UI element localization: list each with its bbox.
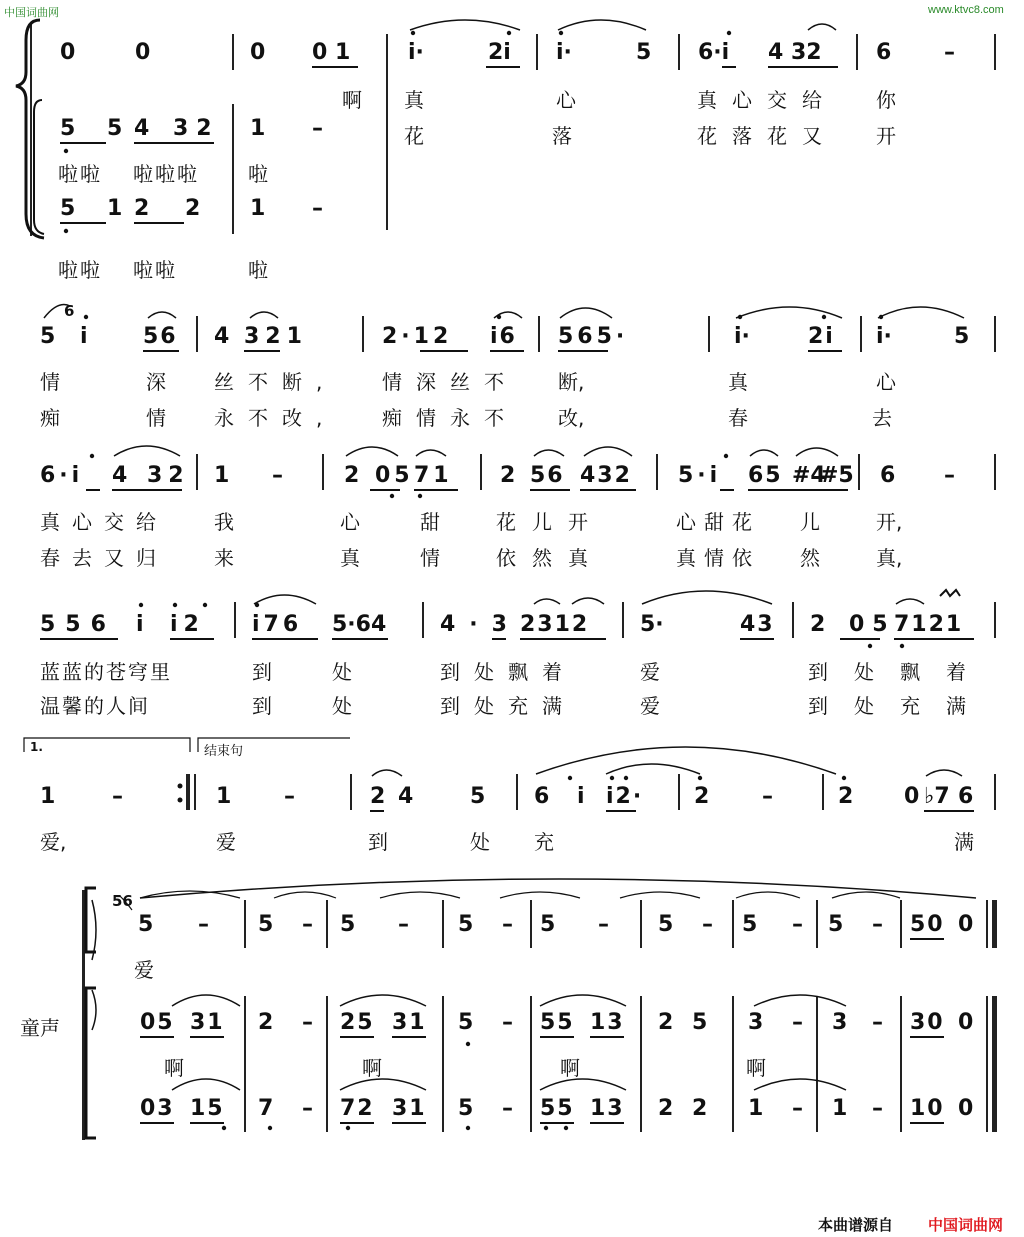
volta-bracket — [24, 738, 190, 752]
note: 4·3 — [440, 612, 521, 637]
note: 5 — [954, 324, 970, 349]
lyric: 真 — [728, 370, 748, 394]
slur — [540, 995, 626, 1006]
slur — [754, 1079, 846, 1090]
note: 5·64 — [332, 612, 387, 637]
note: 50 — [910, 912, 945, 937]
lyric: 丝不断, — [214, 370, 337, 394]
note: – — [312, 116, 323, 141]
lyric: 春 — [728, 406, 748, 430]
note: 2 — [692, 1096, 708, 1121]
note: 2 — [258, 1010, 274, 1035]
note: 13 — [590, 1096, 625, 1121]
lyric: 到处充满 — [440, 694, 576, 718]
slur — [878, 307, 964, 318]
octave-dot — [497, 315, 501, 319]
note: 65 — [748, 463, 783, 488]
note: 71 — [414, 463, 453, 488]
lyric: 开, — [876, 510, 903, 534]
note: 5 5 — [60, 116, 135, 141]
octave-dot — [842, 776, 846, 780]
lyric: 情 — [146, 406, 166, 430]
note: – — [502, 1096, 513, 1121]
note: 5 — [540, 912, 556, 937]
slur — [120, 896, 132, 910]
note: – — [312, 196, 323, 221]
lyric: 啊 — [164, 1056, 184, 1080]
note: #5 — [820, 463, 854, 488]
lyric: 真 — [340, 546, 360, 570]
tie — [500, 892, 580, 898]
lyric: 啦啦 — [133, 258, 177, 282]
note: 56 — [530, 463, 565, 488]
lyric: 到 — [252, 694, 272, 718]
note: 6 i — [534, 784, 595, 809]
note: – — [944, 40, 955, 65]
note: 5 — [138, 912, 154, 937]
note: – — [302, 912, 313, 937]
lyric: 啊 — [362, 1056, 382, 1080]
note: – — [302, 1010, 313, 1035]
octave-dot — [173, 603, 177, 607]
lyric: 落 — [552, 124, 572, 148]
lyric: 痴 — [40, 406, 60, 430]
slur — [410, 20, 520, 30]
note: i — [136, 612, 144, 637]
lyric: 断, — [558, 370, 585, 394]
lyric: 真 — [697, 88, 717, 112]
note: 5 1 — [60, 196, 135, 221]
lyric: 花 — [404, 124, 424, 148]
octave-dot — [390, 494, 394, 498]
slur — [44, 305, 70, 319]
lyric: 处 — [470, 830, 490, 854]
note: 2 — [500, 463, 516, 488]
lyric: 花儿开 — [496, 510, 604, 534]
note: – — [792, 1010, 803, 1035]
note: 13 — [590, 1010, 625, 1035]
note: i· — [876, 324, 892, 349]
note: – — [872, 1010, 883, 1035]
note: 10 — [910, 1096, 945, 1121]
octave-dot — [222, 1126, 226, 1130]
slur — [754, 995, 846, 1006]
slur — [534, 450, 564, 456]
note: 5 — [692, 1010, 708, 1035]
octave-dot — [568, 776, 572, 780]
slur — [254, 595, 316, 604]
lyric: 到处飘着 — [440, 660, 576, 684]
tie — [380, 892, 460, 898]
octave-dot — [624, 776, 628, 780]
lyric: 到处充满 — [808, 694, 992, 718]
grace-note: 6 — [64, 302, 75, 320]
lyric: 啊 — [560, 1056, 580, 1080]
slur — [642, 591, 772, 604]
note: 565· — [558, 324, 629, 349]
note: 0 — [958, 912, 974, 937]
note: – — [872, 1096, 883, 1121]
lyric: 花 — [697, 124, 717, 148]
note: – — [112, 784, 123, 809]
note: 2i — [808, 324, 835, 349]
lyric: 心 — [340, 510, 360, 534]
note: – — [272, 463, 283, 488]
watermark-right: www.ktvc8.com — [928, 4, 1004, 16]
lyric: 温馨的人间 — [40, 694, 150, 718]
note: 6 — [880, 463, 896, 488]
note: 3 — [748, 1010, 764, 1035]
slur — [148, 312, 176, 318]
note: – — [944, 463, 955, 488]
lyric: 你 — [876, 88, 896, 112]
lyric: 心 — [556, 88, 576, 112]
lyric: 真, — [876, 546, 903, 570]
note: 7121 — [894, 612, 964, 637]
octave-dot — [466, 1042, 470, 1046]
lyric: 啊 — [746, 1056, 766, 1080]
note: 5 — [470, 784, 486, 809]
slur — [896, 599, 924, 604]
lyric: 爱 — [640, 694, 660, 718]
note: 2 2 — [134, 196, 215, 221]
note: 0 — [904, 784, 920, 809]
lyric: 到 — [368, 830, 388, 854]
note: – — [598, 912, 609, 937]
note: 03 — [140, 1096, 175, 1121]
lyric: 开 — [876, 124, 896, 148]
lyric: 充 — [534, 830, 554, 854]
note: 2 05 — [810, 612, 896, 637]
lyric: 甜 — [420, 510, 440, 534]
octave-dot — [879, 315, 883, 319]
note: 56 — [143, 324, 178, 349]
note: 31 — [392, 1096, 427, 1121]
slur — [346, 447, 398, 456]
note: 2312 — [520, 612, 590, 637]
note: – — [502, 1010, 513, 1035]
slur — [416, 450, 446, 456]
repeat-dot — [178, 784, 183, 789]
octave-dot — [90, 454, 94, 458]
note: 1 — [250, 196, 266, 221]
footer-source-label: 本曲谱源自 — [818, 1216, 894, 1234]
octave-dot — [203, 603, 207, 607]
system-brace — [86, 888, 96, 952]
note: – — [398, 912, 409, 937]
note: 4 — [214, 324, 230, 349]
lyric: 啦 — [248, 258, 268, 282]
slur — [606, 764, 700, 774]
note: 4 — [398, 784, 414, 809]
tie — [736, 892, 800, 898]
lyric: 满 — [954, 830, 974, 854]
lyric: 依然真 — [496, 546, 604, 570]
lyric: 落花又 — [732, 124, 837, 148]
note: 5 — [40, 324, 56, 349]
note: i2 — [170, 612, 205, 637]
note: 31 — [190, 1010, 225, 1035]
footer-site-name[interactable]: 中国词曲网 — [928, 1216, 1004, 1234]
octave-dot — [544, 1126, 548, 1130]
slur — [534, 599, 560, 604]
slur — [750, 450, 778, 456]
repeat-dot — [178, 798, 183, 803]
octave-dot — [466, 1126, 470, 1130]
lyric: 爱 — [216, 830, 236, 854]
note: 5 — [458, 1096, 474, 1121]
note: 5 — [458, 1010, 474, 1035]
octave-dot — [564, 1126, 568, 1130]
lyric: 心交给 — [732, 88, 837, 112]
octave-dot — [559, 31, 563, 35]
lyric: 去 — [872, 406, 892, 430]
note: 5 — [658, 912, 674, 937]
note: 15 — [190, 1096, 225, 1121]
volta-bracket — [198, 738, 350, 752]
slur — [250, 312, 278, 318]
note: i6 — [490, 324, 517, 349]
note: ♭7 — [924, 784, 950, 809]
note: 31 — [392, 1010, 427, 1035]
note: i2· — [606, 784, 644, 809]
note: i· — [408, 40, 424, 65]
lyric: 永不改, — [214, 406, 337, 430]
note: 6 — [876, 40, 892, 65]
system-brace — [34, 100, 44, 234]
lyric: 深 — [146, 370, 166, 394]
note: – — [702, 912, 713, 937]
note: i76 — [252, 612, 303, 637]
grace-note: 56 — [112, 892, 133, 910]
octave-dot — [724, 454, 728, 458]
octave-dot — [418, 494, 422, 498]
system-brace — [92, 990, 96, 1030]
note: 0 — [958, 1010, 974, 1035]
slur — [558, 20, 646, 30]
slur — [536, 747, 836, 774]
lyric: 情 — [40, 370, 60, 394]
note: – — [762, 784, 773, 809]
watermark-left: 中国词曲网 — [4, 7, 59, 19]
lyric: 爱 — [640, 660, 660, 684]
note: – — [872, 912, 883, 937]
note: 43 — [740, 612, 775, 637]
note: 6 — [958, 784, 974, 809]
slur — [584, 447, 632, 456]
note: – — [302, 1096, 313, 1121]
tie — [274, 892, 336, 898]
lyric: 啦啦 — [58, 258, 102, 282]
lyric: 心甜花 — [676, 510, 760, 534]
octave-dot — [698, 776, 702, 780]
lyric: 改, — [558, 406, 585, 430]
note: 5 — [828, 912, 844, 937]
note: 55 — [540, 1096, 575, 1121]
note: 6·i — [698, 40, 730, 65]
note: 5 — [258, 912, 274, 937]
note: #4 — [792, 463, 826, 488]
lyric: 我 — [214, 510, 234, 534]
note: 1 — [832, 1096, 848, 1121]
system-brace — [16, 20, 44, 238]
octave-dot — [268, 1126, 272, 1130]
note: 2·12 — [382, 324, 453, 349]
note: 2 — [838, 784, 854, 809]
lyric: 啦啦啦 — [133, 162, 199, 186]
note: 432 — [580, 463, 632, 488]
lyric: 处 — [332, 694, 352, 718]
note: 2i — [488, 40, 511, 65]
note: 6·i — [40, 463, 84, 488]
system-brace — [86, 988, 96, 1138]
note: 1 — [250, 116, 266, 141]
lyric: 蓝蓝的苍穹里 — [40, 660, 172, 684]
note: 0 — [60, 40, 76, 65]
slur — [540, 1079, 626, 1090]
lyric: 真 — [404, 88, 424, 112]
slur — [572, 598, 604, 604]
octave-dot — [507, 31, 511, 35]
note: – — [284, 784, 295, 809]
slur — [340, 1079, 426, 1090]
lyric: 啊 — [342, 88, 362, 112]
part-label: 童声 — [20, 1016, 60, 1040]
note: 4 32 — [768, 40, 822, 65]
note: 321 — [244, 324, 308, 349]
octave-dot — [64, 229, 68, 233]
volta-label: 1. — [30, 740, 43, 754]
note: i· — [556, 40, 572, 65]
note: 1 — [40, 784, 56, 809]
note: 0 — [250, 40, 266, 65]
lyric: 真情依 — [676, 546, 760, 570]
note: 2 — [694, 784, 710, 809]
ending-label: 结束句 — [204, 744, 244, 759]
note: 5 — [742, 912, 758, 937]
octave-dot — [255, 603, 259, 607]
lyric: 情深丝不 — [382, 370, 518, 394]
lyric: 心 — [876, 370, 896, 394]
note: 2 — [658, 1010, 674, 1035]
note: 5·i — [678, 463, 722, 488]
note: i· — [734, 324, 750, 349]
lyric: 爱 — [134, 958, 154, 982]
note: 7 — [258, 1096, 274, 1121]
slur — [796, 448, 838, 456]
note: 05 — [140, 1010, 175, 1035]
lyric: 然 — [800, 546, 820, 570]
lyric: 啦啦 — [58, 162, 102, 186]
octave-dot — [346, 1126, 350, 1130]
lyric: 到处飘着 — [808, 660, 992, 684]
octave-dot — [411, 31, 415, 35]
note: 0 — [135, 40, 151, 65]
lyric: 爱, — [40, 830, 67, 854]
note: 30 — [910, 1010, 945, 1035]
lyric: 啦 — [248, 162, 268, 186]
note: 25 — [340, 1010, 375, 1035]
note: 2 05 — [344, 463, 414, 488]
note: 1 — [216, 784, 232, 809]
note: – — [792, 1096, 803, 1121]
lyric: 到 — [252, 660, 272, 684]
note: – — [502, 912, 513, 937]
note: 0 — [958, 1096, 974, 1121]
note: 5 — [340, 912, 356, 937]
note: 5 — [458, 912, 474, 937]
note: 3 — [832, 1010, 848, 1035]
note: – — [198, 912, 209, 937]
note: 5 — [636, 40, 652, 65]
lyric: 儿 — [800, 510, 820, 534]
note: 5· — [640, 612, 664, 637]
note: 0 1 — [312, 40, 351, 65]
note: 4 32 — [112, 463, 190, 488]
octave-dot — [84, 315, 88, 319]
octave-dot — [822, 315, 826, 319]
slur — [560, 308, 612, 318]
note: 55 — [540, 1010, 575, 1035]
note: 2 — [658, 1096, 674, 1121]
octave-dot — [900, 644, 904, 648]
lyric: 痴情永不 — [382, 406, 518, 430]
slur — [340, 995, 426, 1006]
slur — [372, 770, 402, 776]
octave-dot — [738, 315, 742, 319]
slur — [172, 1079, 240, 1090]
tie — [832, 892, 900, 898]
tie — [140, 879, 976, 898]
octave-dot — [139, 603, 143, 607]
octave-dot — [610, 776, 614, 780]
lyric: 春去又归 — [40, 546, 168, 570]
slur — [926, 770, 962, 776]
octave-dot — [64, 149, 68, 153]
note: 72 — [340, 1096, 375, 1121]
lyric: 来 — [214, 546, 234, 570]
slur — [808, 24, 836, 30]
note: 2 — [370, 784, 386, 809]
note: i — [80, 324, 88, 349]
note: – — [792, 912, 803, 937]
lyric: 处 — [332, 660, 352, 684]
note: 556 — [40, 612, 116, 637]
octave-dot — [727, 31, 731, 35]
octave-dot — [868, 644, 872, 648]
note: 1 — [748, 1096, 764, 1121]
tie — [620, 892, 700, 898]
lyric: 情 — [420, 546, 440, 570]
lyric: 真心交给 — [40, 510, 168, 534]
slur — [114, 446, 180, 456]
note: 1 — [214, 463, 230, 488]
mordent — [940, 590, 960, 596]
slur — [172, 995, 240, 1006]
note: 4 32 — [134, 116, 220, 141]
